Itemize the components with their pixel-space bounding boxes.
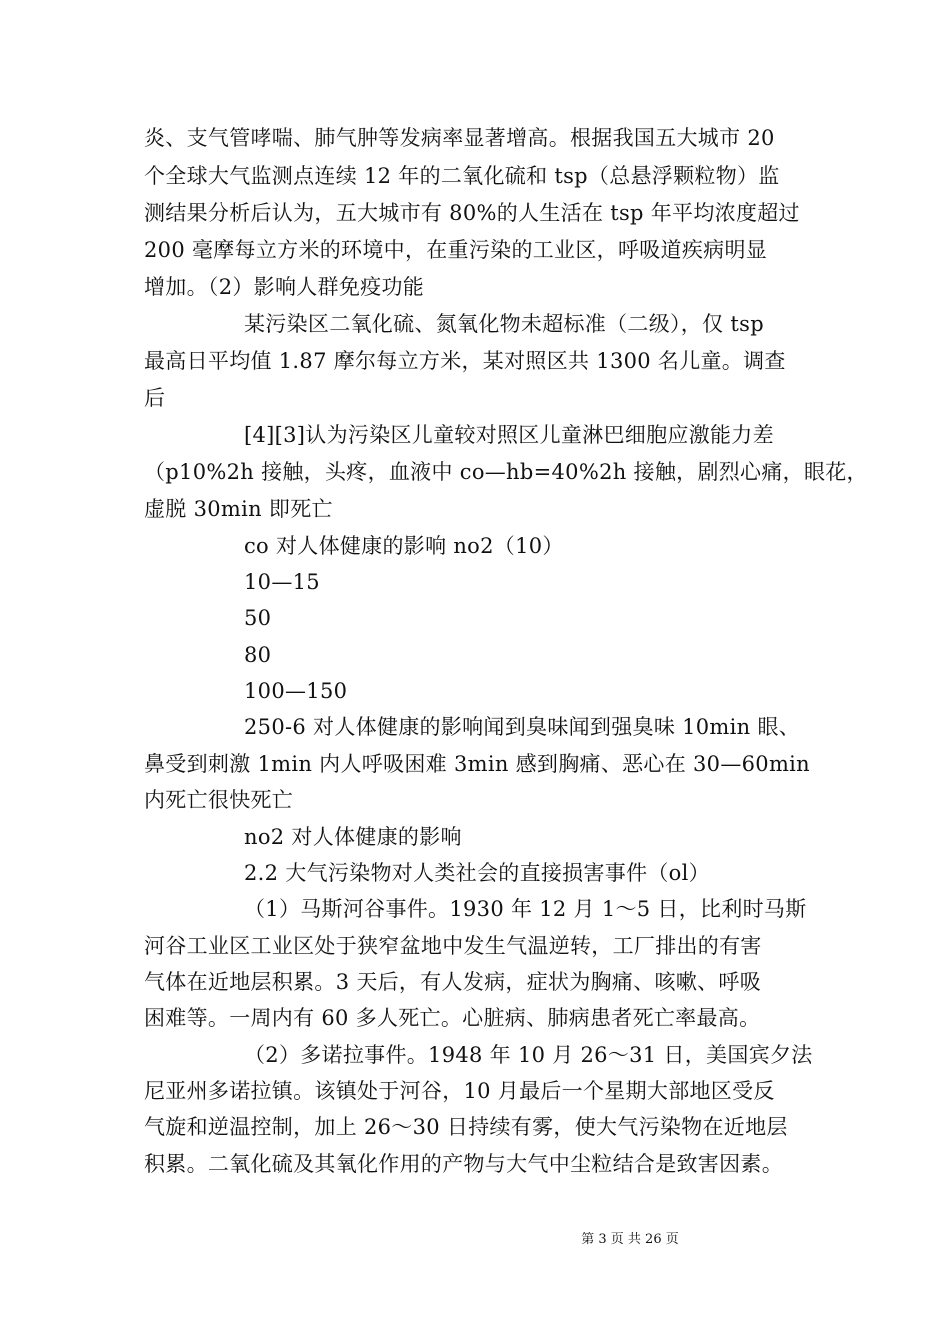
text-line: （1）马斯河谷事件。1930 年 12 月 1～5 日，比利时马斯 xyxy=(244,897,807,921)
text-line: （p10%2h 接触，头疼，血液中 co—hb=40%2h 接触，剧烈心痛，眼花， xyxy=(144,460,868,484)
text-line: 炎、支气管哮喘、肺气肿等发病率显著增高。根据我国五大城市 20 xyxy=(144,126,775,150)
text-line: 气旋和逆温控制，加上 26～30 日持续有雾，使大气污染物在近地层 xyxy=(144,1115,788,1139)
text-line: co 对人体健康的影响 no2（10） xyxy=(244,534,564,558)
text-line: 50 xyxy=(244,606,272,630)
text-line: 后 xyxy=(144,386,166,410)
text-line: （2）多诺拉事件。1948 年 10 月 26～31 日，美国宾夕法 xyxy=(244,1043,813,1067)
text-line: 个全球大气监测点连续 12 年的二氧化硫和 tsp（总悬浮颗粒物）监 xyxy=(144,164,780,188)
text-line: 250-6 对人体健康的影响闻到臭味闻到强臭味 10min 眼、 xyxy=(244,715,801,739)
text-line: 气体在近地层积累。3 天后，有人发病，症状为胸痛、咳嗽、呼吸 xyxy=(144,970,762,994)
text-line: 某污染区二氧化硫、氮氧化物未超标准（二级），仅 tsp xyxy=(244,312,764,336)
text-line: 河谷工业区工业区处于狭窄盆地中发生气温逆转，工厂排出的有害 xyxy=(144,934,762,958)
text-line: 尼亚州多诺拉镇。该镇处于河谷，10 月最后一个星期大部地区受反 xyxy=(144,1079,775,1103)
text-line: 鼻受到刺激 1min 内人呼吸困难 3min 感到胸痛、恶心在 30—60min xyxy=(144,752,811,776)
text-line: 测结果分析后认为，五大城市有 80%的人生活在 tsp 年平均浓度超过 xyxy=(144,201,800,225)
text-line: 困难等。一周内有 60 多人死亡。心脏病、肺病患者死亡率最高。 xyxy=(144,1006,761,1030)
text-line: 100—150 xyxy=(244,679,348,703)
page-footer: 第 3 页 共 26 页 xyxy=(581,1232,679,1247)
text-line: 虚脱 30min 即死亡 xyxy=(144,497,333,521)
text-line: 积累。二氧化硫及其氧化作用的产物与大气中尘粒结合是致害因素。 xyxy=(144,1152,783,1176)
section-heading: 2.2 大气污染物对人类社会的直接损害事件（ol） xyxy=(244,861,710,885)
text-line: [4][3]认为污染区儿童较对照区儿童淋巴细胞应激能力差 xyxy=(244,423,774,447)
text-line: 200 毫摩每立方米的环境中，在重污染的工业区，呼吸道疾病明显 xyxy=(144,238,768,262)
text-line: 80 xyxy=(244,643,272,667)
text-line: 内死亡很快死亡 xyxy=(144,788,294,812)
text-line: no2 对人体健康的影响 xyxy=(244,825,462,849)
text-line: 10—15 xyxy=(244,570,320,594)
text-line: 最高日平均值 1.87 摩尔每立方米，某对照区共 1300 名儿童。调查 xyxy=(144,349,786,373)
text-line: 增加。（2）影响人群免疫功能 xyxy=(144,275,425,299)
